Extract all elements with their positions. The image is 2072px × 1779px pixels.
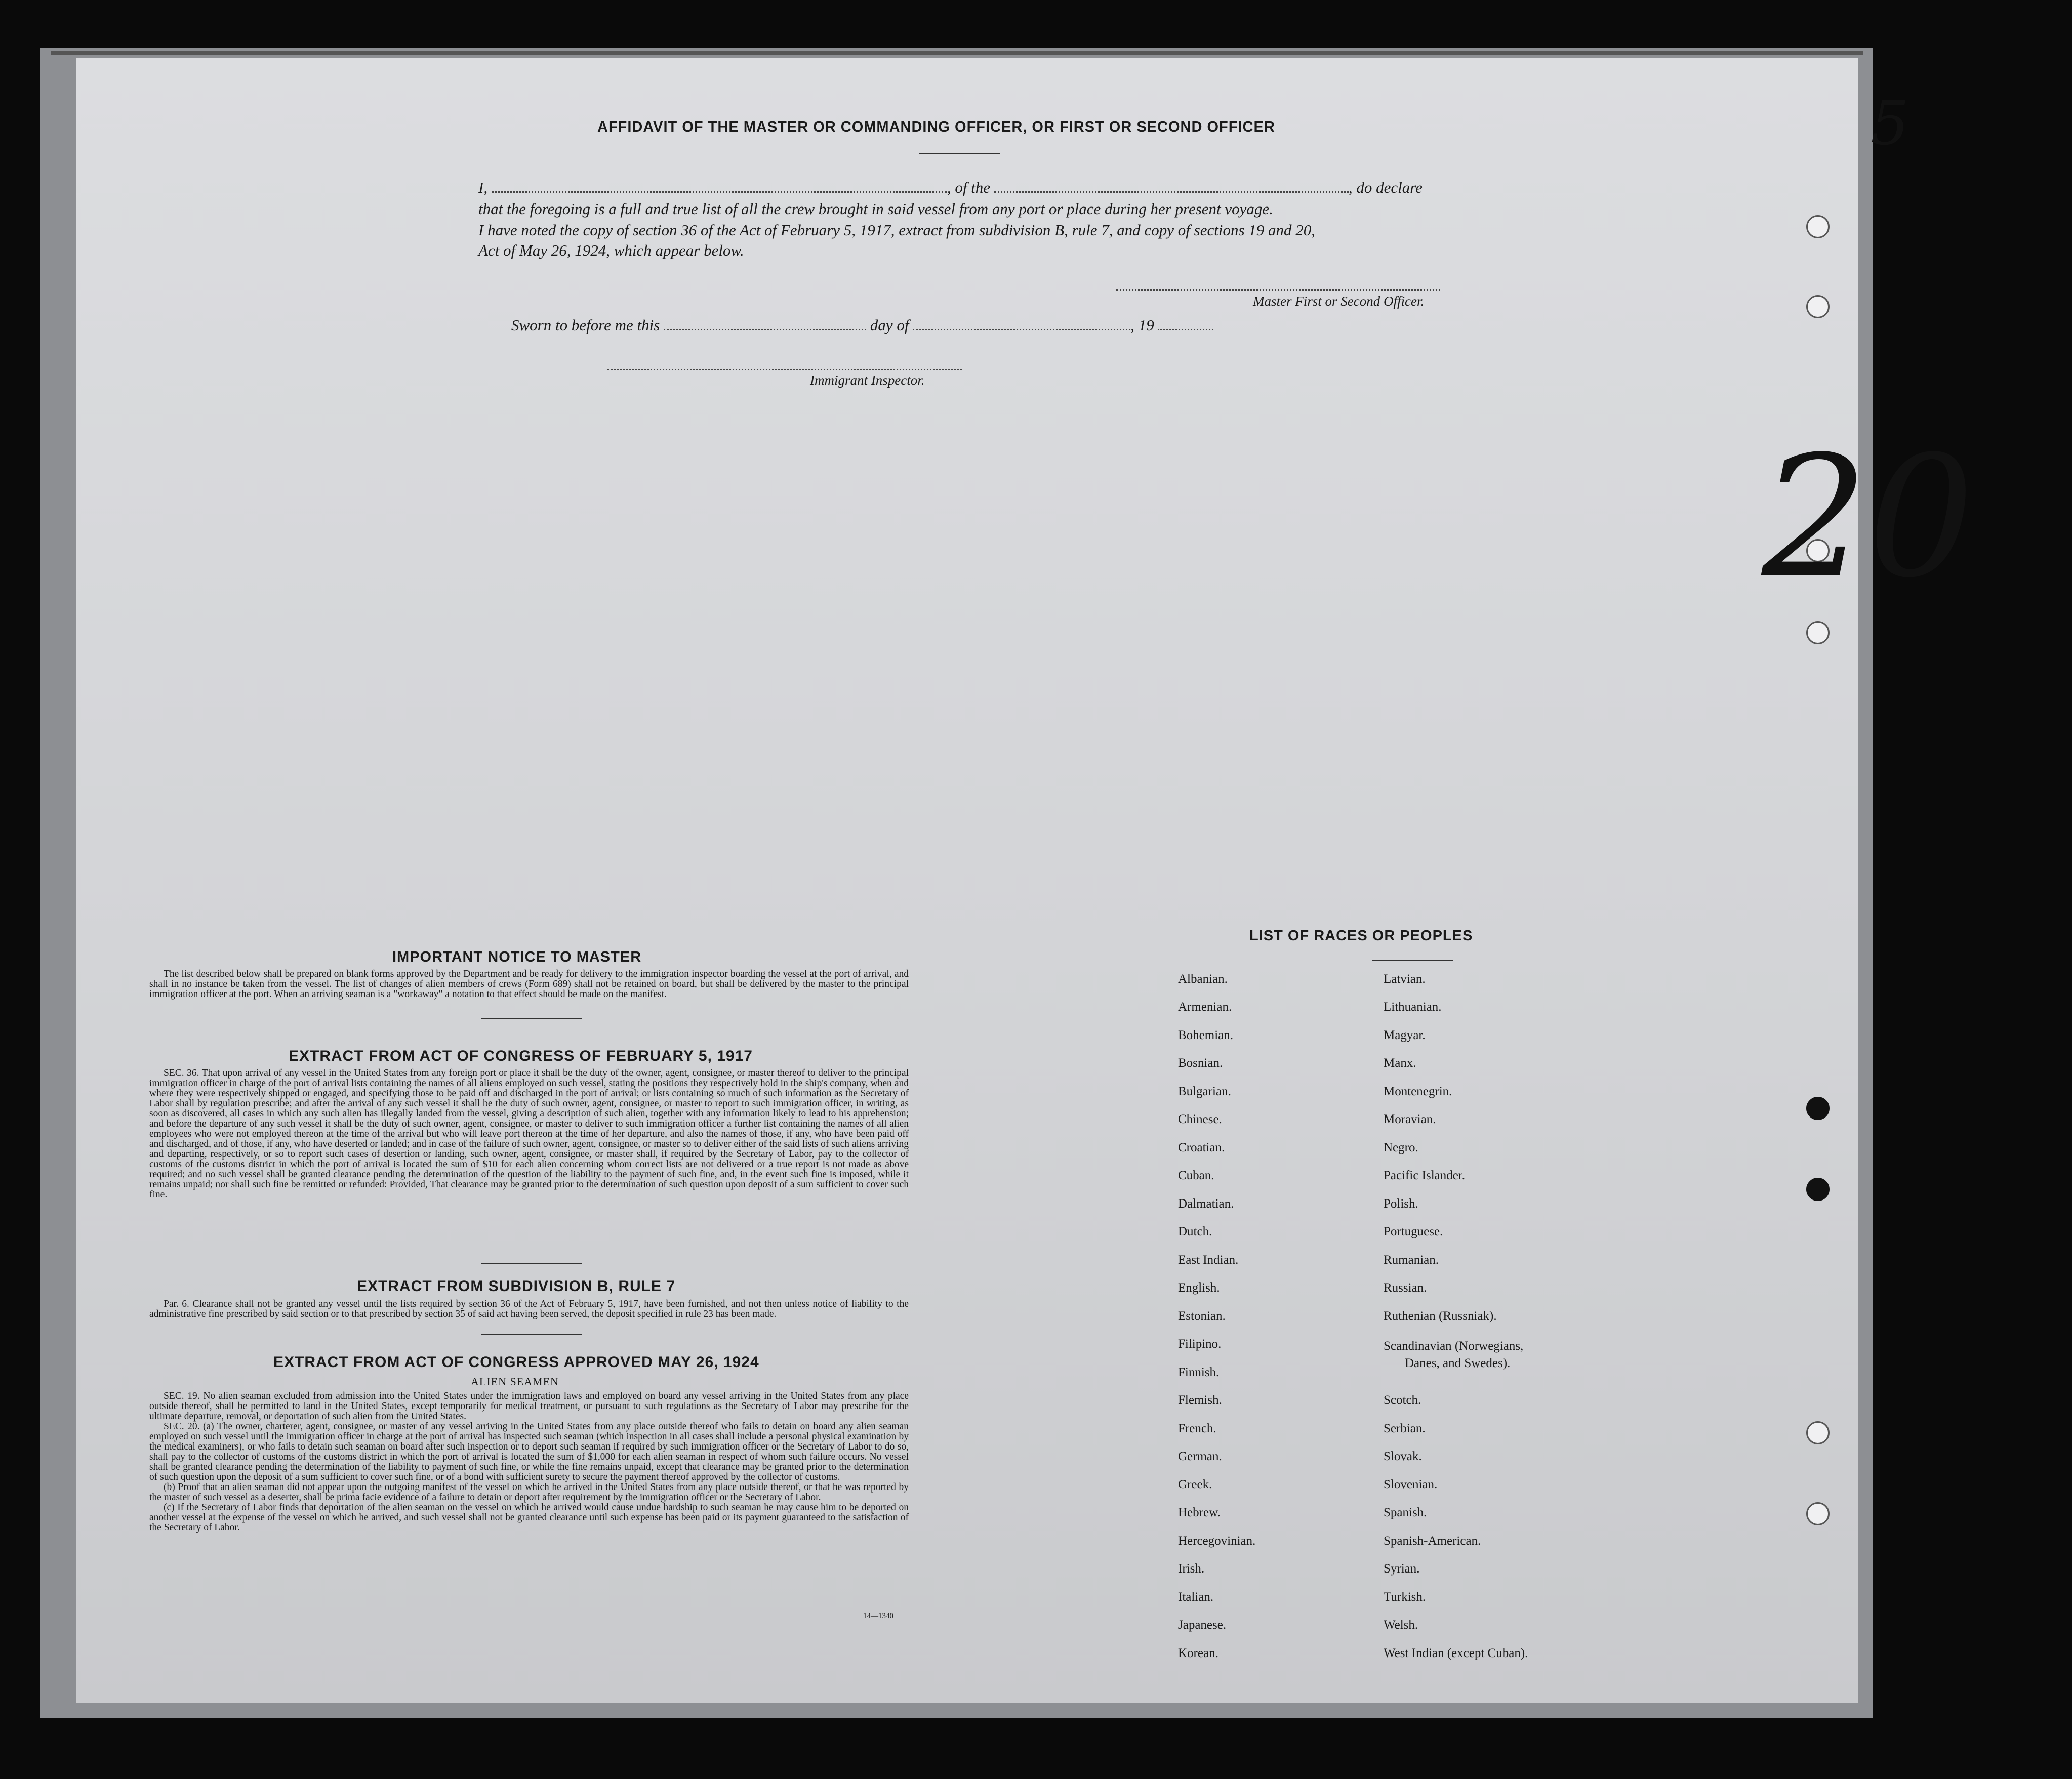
race-item: German. (1178, 1450, 1222, 1463)
inspector-signature-line (607, 369, 962, 370)
race-item: Polish. (1384, 1197, 1418, 1211)
race-item: Greek. (1178, 1478, 1212, 1492)
inspector-label: Immigrant Inspector. (810, 373, 925, 388)
race-item: Bosnian. (1178, 1056, 1223, 1070)
binder-hole (1806, 1178, 1830, 1201)
handwritten-mark: 5 (1871, 89, 1910, 159)
extract-1924-title: EXTRACT FROM ACT OF CONGRESS APPROVED MAY 26, 1924 (273, 1354, 759, 1371)
races-rule (1372, 960, 1453, 961)
name-blank (492, 191, 947, 193)
sec-20b-paragraph: (b) Proof that an alien seaman did not appear upon the outgoing manifest of the vessel on which he arrived in the United States from any place outside thereof, or that he was reported by the master of such vessel as a deserter, shall be prima facie evidence of a failure to detain or deport after requirement by the immigration officer or the Secretary of Labor. (149, 1482, 909, 1503)
par-6-paragraph: Par. 6. Clearance shall not be granted any vessel until the lists required by section 36 of the Act of February 5, 1917, have been furnished, and not then unless notice of liability to the administrative fine prescribed by said section or to that prescribed by section 35 of said act having been served, the deposit specified in rule 23 has been made. (149, 1299, 909, 1319)
binder-hole (1806, 215, 1830, 238)
race-item: Latvian. (1384, 972, 1426, 986)
affidavit-of-label: , of the (947, 179, 991, 196)
day-of-label: day of (870, 316, 909, 334)
race-item: Manx. (1384, 1056, 1416, 1070)
affidavit-title: AFFIDAVIT OF THE MASTER OR COMMANDING OFFICER, OR FIRST OR SECOND OFFICER (597, 119, 1275, 135)
race-item: English. (1178, 1281, 1220, 1295)
subdivision-rule (481, 1334, 582, 1335)
race-item: Hercegovinian. (1178, 1534, 1256, 1548)
vessel-blank (994, 191, 1349, 193)
affidavit-title-rule (919, 153, 1000, 154)
extract-1917-title: EXTRACT FROM ACT OF CONGRESS OF FEBRUARY 5, 1917 (289, 1048, 753, 1064)
binder-hole (1806, 295, 1830, 318)
race-item: Scotch. (1384, 1393, 1421, 1407)
race-item: Serbian. (1384, 1422, 1426, 1435)
binder-hole (1806, 621, 1830, 644)
alien-seamen-subtitle: ALIEN SEAMEN (471, 1375, 559, 1388)
document-page (76, 58, 1858, 1703)
extract-1917-text (149, 1068, 909, 1200)
form-number: 14—1340 (863, 1612, 893, 1620)
sworn-day-blank (664, 329, 866, 330)
sworn-month-blank (913, 329, 1130, 330)
affidavit-i-label: I, (478, 179, 488, 196)
race-item: Spanish. (1384, 1506, 1427, 1519)
binder-hole (1806, 1502, 1830, 1525)
race-item: Japanese. (1178, 1618, 1227, 1632)
extract-1917-rule (481, 1263, 582, 1264)
race-item: Scandinavian (Norwegians, (1384, 1339, 1524, 1353)
page-edge-top (51, 51, 1863, 55)
race-item: Filipino. (1178, 1337, 1222, 1351)
races-title: LIST OF RACES OR PEOPLES (1249, 928, 1473, 944)
race-item: Cuban. (1178, 1169, 1214, 1182)
race-item: French. (1178, 1422, 1216, 1435)
race-item: Welsh. (1384, 1618, 1418, 1632)
notice-text (149, 969, 909, 1000)
subdivision-title: EXTRACT FROM SUBDIVISION B, RULE 7 (357, 1278, 676, 1295)
binder-hole (1806, 1097, 1830, 1120)
race-item: Montenegrin. (1384, 1085, 1452, 1098)
race-item: Slovak. (1384, 1450, 1422, 1463)
race-item: Bohemian. (1178, 1028, 1234, 1042)
race-item: Moravian. (1384, 1112, 1436, 1126)
race-item: Korean. (1178, 1646, 1218, 1660)
race-item: Lithuanian. (1384, 1000, 1442, 1014)
race-item: Croatian. (1178, 1141, 1225, 1154)
race-item: Russian. (1384, 1281, 1427, 1295)
race-item: Danes, and Swedes). (1405, 1356, 1511, 1370)
race-item: Negro. (1384, 1141, 1418, 1154)
race-item: Estonian. (1178, 1309, 1226, 1323)
race-item: Bulgarian. (1178, 1085, 1231, 1098)
extract-1924-text (149, 1391, 909, 1533)
race-item: Flemish. (1178, 1393, 1222, 1407)
race-item: Albanian. (1178, 972, 1228, 986)
race-item: Finnish. (1178, 1366, 1220, 1379)
subdivision-text (149, 1299, 909, 1319)
binder-hole (1806, 1421, 1830, 1444)
notice-title: IMPORTANT NOTICE TO MASTER (392, 949, 642, 965)
sec-36-paragraph: SEC. 36. That upon arrival of any vessel in the United States from any foreign port or place it shall be the duty of the owner, agent, consignee, or master thereof to deliver to the principal immigration officer in charge of the port of arrival lists containing the names of all aliens employed on such vessel, stating the positions they respectively hold in the ship's company, when and where they were respectively shipped or engaged, and specifying those to be paid off and discharged in the port of arrival; or lists containing so much of such information as the Secretary of Labor shall by regulation prescribe; and after the arrival of any such vessel it shall be the duty of such owner, agent, consignee, or master to report to such immigration officer, in writing, as soon as discovered, all cases in which any such alien has illegally landed from the vessel, giving a description of such alien, together with any information likely to lead to his apprehension; and before the departure of any such vessel it shall be the duty of such owner, agent, consignee, or master to deliver to such immigration officer a further list containing the names of all alien employees who were not employed thereon at the time of the arrival but who will leave port thereon at the time of her departure, and also the names of those, if any, who have been paid off and discharged, and of those, if any, who have deserted or landed; and in case of the failure of such owner, agent, consignee, or master so to deliver either of the said lists of such aliens arriving and departing, respectively, or so to report such cases of desertion or landing, such owner, agent, consignee, or master shall, if required by the Secretary of Labor, pay to the collector of customs of the customs district in which the port of arrival is located the sum of $10 for each alien concerning whom correct lists are not delivered or a true report is not made as above required; and no such vessel shall be granted clearance pending the determination of the question of the liability to the payment of such fine, and, in the event such fine is imposed, while it remains unpaid; nor shall such fine be remitted or refunded: Provided, That clearance may be granted prior to the determination of such question upon deposit of a sum sufficient to cover such fine. (149, 1068, 909, 1200)
race-item: Portuguese. (1384, 1225, 1443, 1238)
race-item: Magyar. (1384, 1028, 1426, 1042)
master-signature-line (1116, 289, 1440, 291)
affidavit-declare-label: , do declare (1348, 179, 1423, 196)
sec-19-paragraph: SEC. 19. No alien seaman excluded from admission into the United States under the immigration laws and employed on board any vessel arriving in the United States from any place outside thereof, shall be permitted to land in the United States, except temporarily for medical treatment, or pursuant to such regulations as the Secretary of Labor may prescribe for the ultimate departure, removal, or deportation of such alien from the United States. (149, 1391, 909, 1422)
race-item: Pacific Islander. (1384, 1169, 1466, 1182)
affidavit-line-2: that the foregoing is a full and true list of all the crew brought in said vessel from any port or place during her present voyage. (478, 200, 1273, 218)
race-item: Slovenian. (1384, 1478, 1438, 1492)
affidavit-line-3: I have noted the copy of section 36 of the Act of February 5, 1917, extract from subdivision B, rule 7, and copy of sections 19 and 20, (478, 221, 1316, 239)
sworn-line (511, 316, 1213, 335)
sworn-year-blank (1158, 329, 1213, 330)
race-item: Chinese. (1178, 1112, 1222, 1126)
notice-paragraph: The list described below shall be prepared on blank forms approved by the Department and be ready for delivery to the immigration inspector boarding the vessel at the port of arrival, and shall in no instance be taken from the vessel. The list of changes of alien members of crews (Form 689) shall not be retained on board, but shall be delivered by the master to the principal immigration officer at the port. When an arriving seaman is a "workaway" a notation to that effect should be made on the manifest. (149, 969, 909, 1000)
master-label: Master First or Second Officer. (1253, 294, 1425, 309)
race-item: East Indian. (1178, 1253, 1239, 1267)
sec-20c-paragraph: (c) If the Secretary of Labor finds that deportation of the alien seaman on the vessel on which he arrived would cause undue hardship to such seaman he may cause him to be deported on another vessel at the expense of the vessel on which he arrived, and such vessel shall not be granted clearance until such expense has been paid or its payment guaranteed to the satisfaction of the Secretary of Labor. (149, 1502, 909, 1533)
notice-rule (481, 1018, 582, 1019)
race-item: Turkish. (1384, 1590, 1426, 1604)
race-item: Irish. (1178, 1562, 1205, 1576)
race-item: Dutch. (1178, 1225, 1212, 1238)
affidavit-line-1 (478, 179, 1541, 197)
race-item: Syrian. (1384, 1562, 1420, 1576)
sworn-label: Sworn to before me this (511, 316, 660, 334)
year-label: , 19 (1130, 316, 1154, 334)
affidavit-line-4: Act of May 26, 1924, which appear below. (478, 241, 744, 259)
handwritten-number: 20 (1762, 420, 1974, 614)
race-item: Dalmatian. (1178, 1197, 1234, 1211)
race-item: West Indian (except Cuban). (1384, 1646, 1528, 1660)
race-item: Rumanian. (1384, 1253, 1439, 1267)
race-item: Ruthenian (Russniak). (1384, 1309, 1497, 1323)
race-item: Armenian. (1178, 1000, 1232, 1014)
race-item: Italian. (1178, 1590, 1214, 1604)
race-item: Hebrew. (1178, 1506, 1221, 1519)
race-item: Spanish-American. (1384, 1534, 1481, 1548)
sec-20a-paragraph: SEC. 20. (a) The owner, charterer, agent, consignee, or master of any vessel arriving in the United States from any place outside thereof who fails to detain on board any alien seaman employed on such vessel until the immigration officer in charge at the port of arrival has inspected such seaman (which inspection in all cases shall include a personal physical examination by the medical examiners), or who fails to detain such seaman on board after such inspection or to deport such seaman if required by such immigration officer or the Secretary of Labor to do so, shall pay to the collector of customs of the customs district in which the port of arrival is located the sum of $1,000 for each alien seaman in respect of whom such failure occurs. No vessel shall be granted clearance pending the determination of the liability to payment of such fine, or while the fine remains unpaid, except that clearance may be granted prior to the determination of such question upon the deposit of a sum sufficient to cover such fine, or of a bond with sufficient surety to secure the payment thereof approved by the collector of customs. (149, 1421, 909, 1482)
